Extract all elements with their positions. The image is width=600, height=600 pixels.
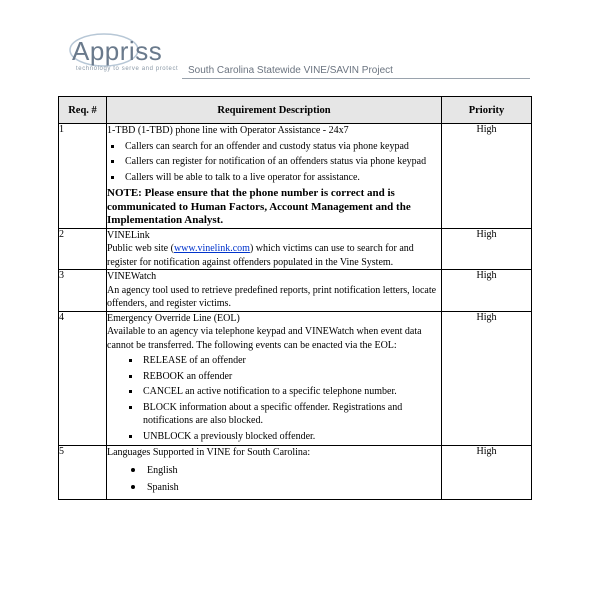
req-note: NOTE: Please ensure that the phone number is correct and is communicated to Human Factors, Account Management and the Implementation Analyst. [107,187,411,226]
list-item: REBOOK an offender [107,370,441,384]
req-priority: High [442,228,532,270]
list-item: Callers will be able to talk to a live operator for assistance. [107,171,441,185]
req-priority: High [442,311,532,446]
req-priority: High [442,124,532,229]
vinelink-url-link[interactable]: www.vinelink.com [173,243,250,254]
project-title: South Carolina Statewide VINE/SAVIN Project [188,65,393,76]
req-description [107,124,442,229]
table-row [59,124,532,229]
table-header-row [59,97,532,124]
req-text: An agency tool used to retrieve predefined reports, print notification letters, locate offenders, and register victims. [107,284,437,309]
requirements-table [58,96,532,500]
req-description [107,228,442,270]
req-title: VINEWatch [107,271,157,282]
list-item: BLOCK information about a specific offender. Registrations and notifications are also blocked. [107,401,441,428]
table-row [59,311,532,446]
req-number: 2 [59,228,107,270]
column-header-priority: Priority [442,97,532,124]
req-number: 4 [59,311,107,446]
table-row [59,270,532,312]
req-description [107,446,442,500]
req-bullet-list [107,354,441,443]
column-header-req-num: Req. # [59,97,107,124]
table-row [59,228,532,270]
logo-tagline: technology to serve and protect [76,66,179,72]
page-header [0,0,600,90]
req-description [107,270,442,312]
list-item: UNBLOCK a previously blocked offender. [107,430,441,444]
req-number: 5 [59,446,107,500]
list-item: English [107,464,441,478]
header-divider [182,78,530,79]
req-description [107,311,442,446]
req-text-before: Public web site ( [107,243,174,254]
req-number: 1 [59,124,107,229]
req-priority: High [442,446,532,500]
list-item: RELEASE of an offender [107,354,441,368]
req-title: VINELink [107,229,150,241]
req-title: Emergency Override Line (EOL) [107,312,240,324]
req-bullet-list [107,140,441,185]
req-title: Languages Supported in VINE for South Carolina: [107,447,311,458]
list-item: Callers can search for an offender and custody status via phone keypad [107,140,441,154]
req-text-after: ) which victims can use to search for and register for notification against offenders populated in the Vine System. [107,243,414,268]
logo-wordmark: Appriss [72,36,163,66]
req-text: Available to an agency via telephone keypad and VINEWatch when event data cannot be transferred. The following events can be enacted via the EOL: [107,326,422,351]
req-priority: High [442,270,532,312]
list-item: Spanish [107,481,441,495]
req-bullet-list [107,464,441,495]
table-row [59,446,532,500]
column-header-description: Requirement Description [107,97,442,124]
req-title: 1-TBD (1-TBD) phone line with Operator Assistance - 24x7 [107,125,349,136]
list-item: CANCEL an active notification to a specific telephone number. [107,385,441,399]
req-number: 3 [59,270,107,312]
req-text [107,242,441,269]
list-item: Callers can register for notification of an offenders status via phone keypad [107,155,441,169]
